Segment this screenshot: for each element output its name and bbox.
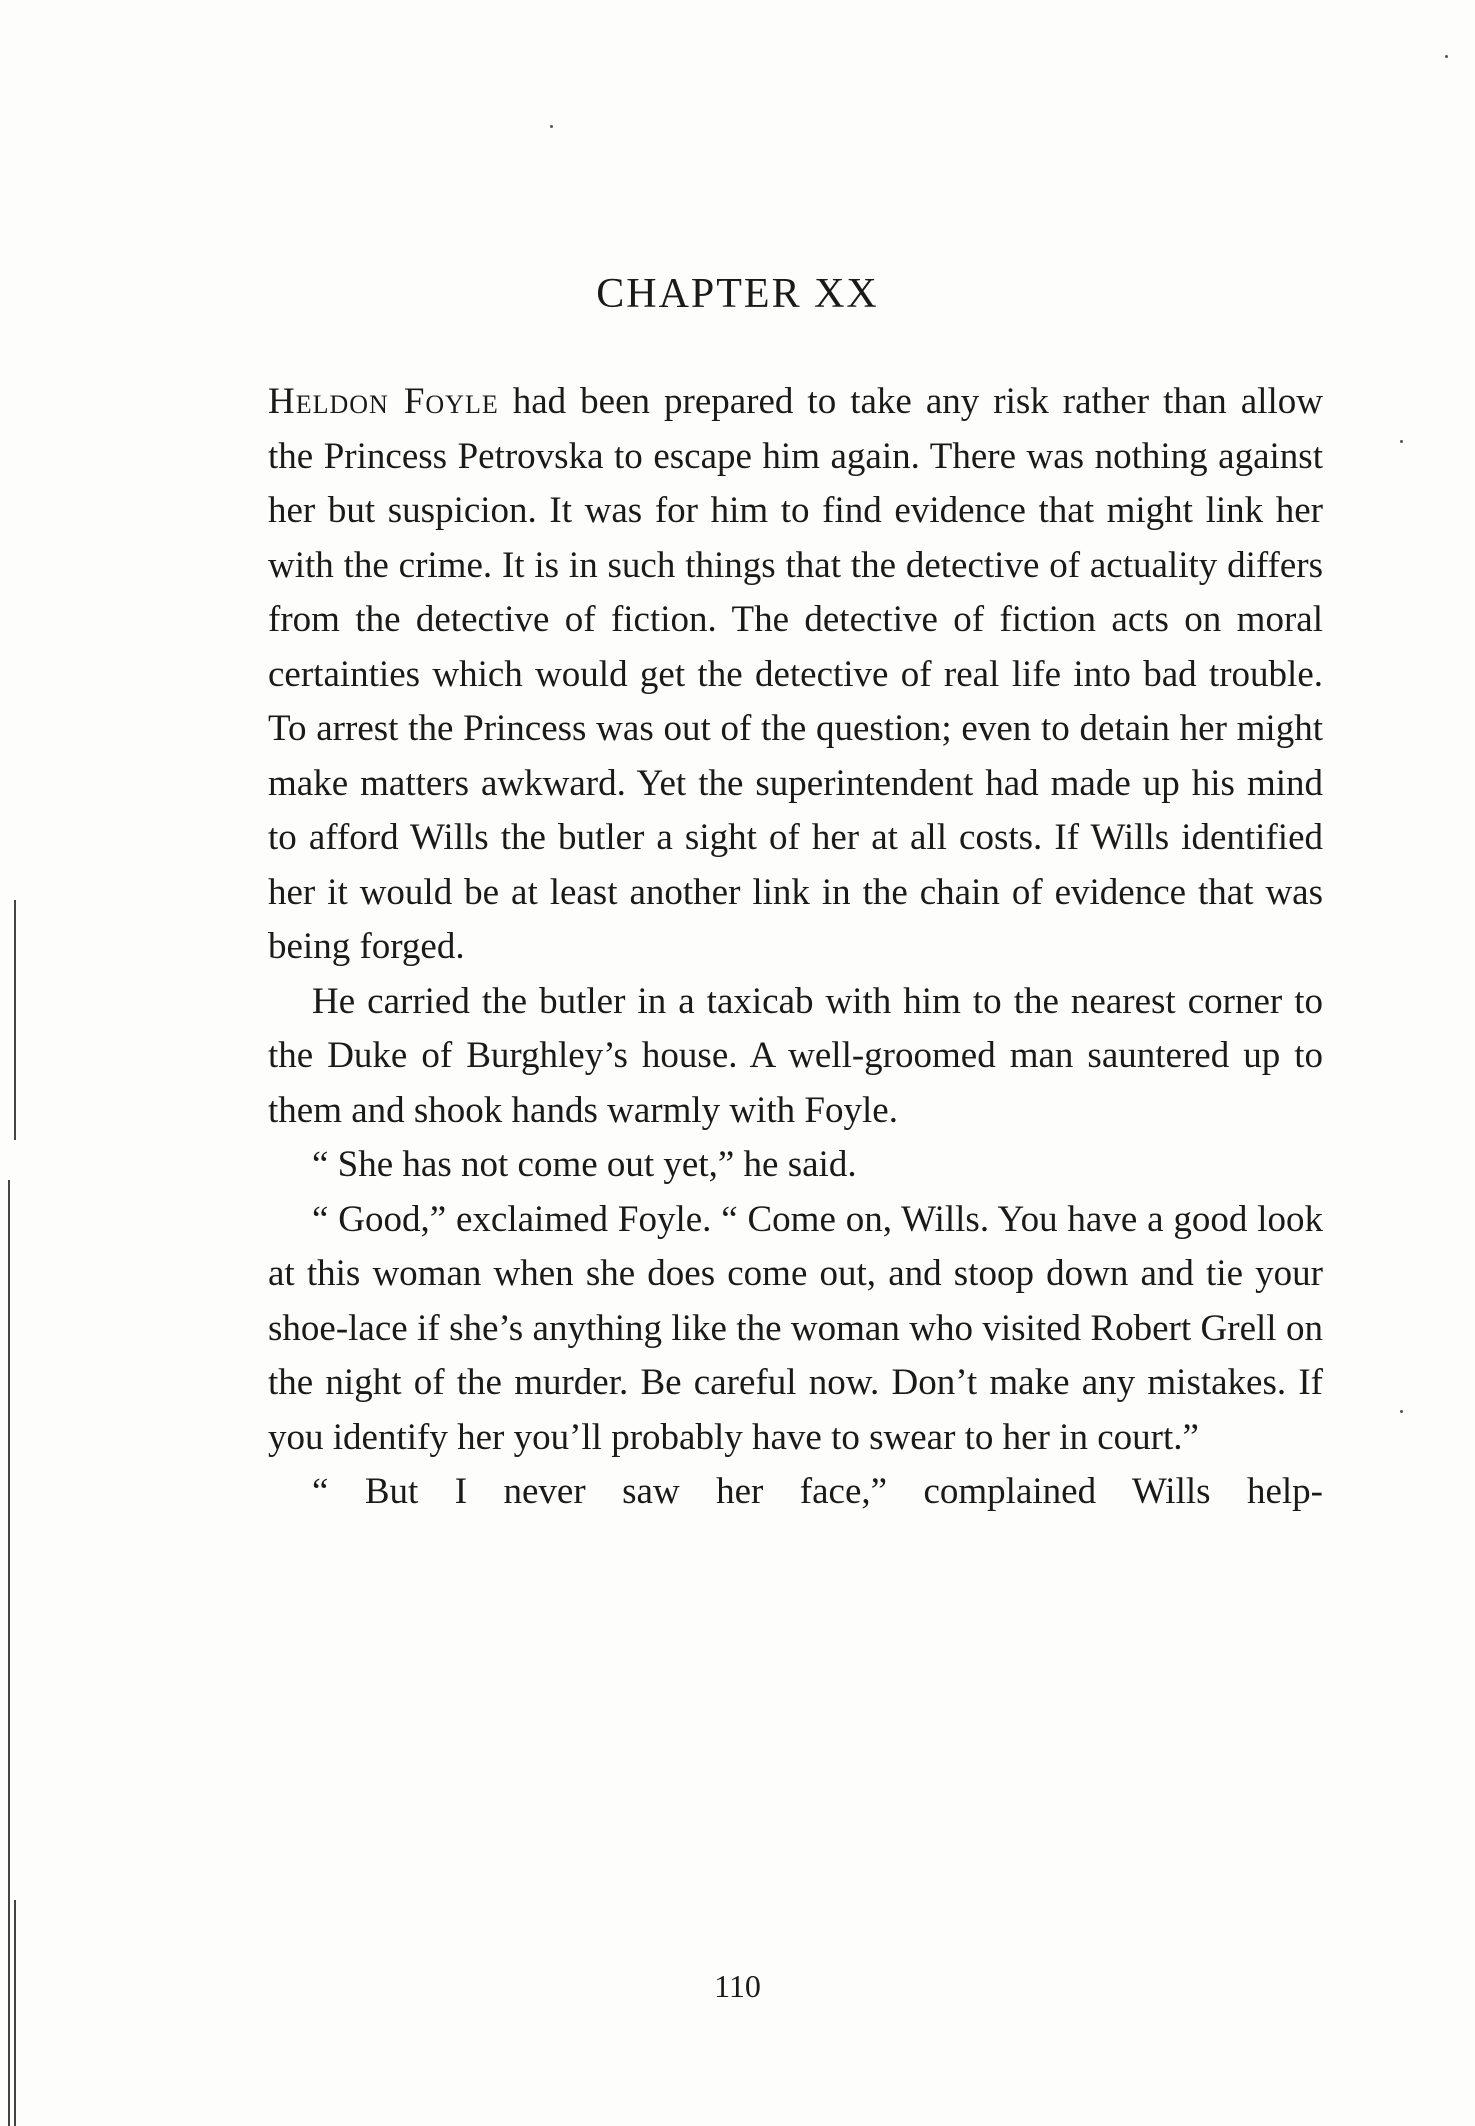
binding-edge-mark	[14, 900, 16, 1140]
paper-speck	[1400, 1410, 1403, 1413]
paragraph: “ Good,” exclaimed Foyle. “ Come on, Wills. You have a good look at this woman when she does come out, and stoop down and tie your shoe-lace if she’s anything like the woman who visited Robert Grell on the night of the murder. Be careful now. Don’t make any mistakes. If you identify her you’ll probably have to swear to her in court.”	[268, 1198, 1323, 1458]
paragraph: “ She has not come out yet,” he said.	[312, 1144, 857, 1185]
paragraph: “ But I never saw her face,” complained Wills help-	[312, 1471, 1323, 1512]
lead-name: Heldon Foyle	[268, 381, 499, 422]
page-number: 110	[714, 1968, 761, 2004]
chapter-title: CHAPTER XX	[596, 271, 879, 317]
paper-speck	[1400, 440, 1403, 443]
paper-speck	[1445, 55, 1448, 58]
paper-speck	[550, 125, 553, 128]
paragraph: He carried the butler in a taxicab with him to the nearest corner to the Duke of Burghley’s house. A well-groomed man sauntered up to them and shook hands warmly with Foyle.	[268, 980, 1323, 1131]
paragraph-text: had been prepared to take any risk rather than allow the Princess Petrovska to escape him again. There was nothing against her but suspicion. It was for him to find evidence that might link her with the crime. It is in such things that the detective of actuality differs from the detective of fiction. The detective of fiction acts on moral certainties which would get the detective of real life into bad trouble. To arrest the Princess was out of the question; even to detain her might make matters awkward. Yet the superintendent had made up his mind to afford Wills the butler a sight of her at all costs. If Wills identified her it would be at least another link in the chain of evidence that was being forged.	[268, 381, 1323, 967]
paragraph	[268, 375, 1323, 975]
binding-edge-mark	[14, 1900, 16, 2126]
body-text	[268, 375, 1323, 1520]
